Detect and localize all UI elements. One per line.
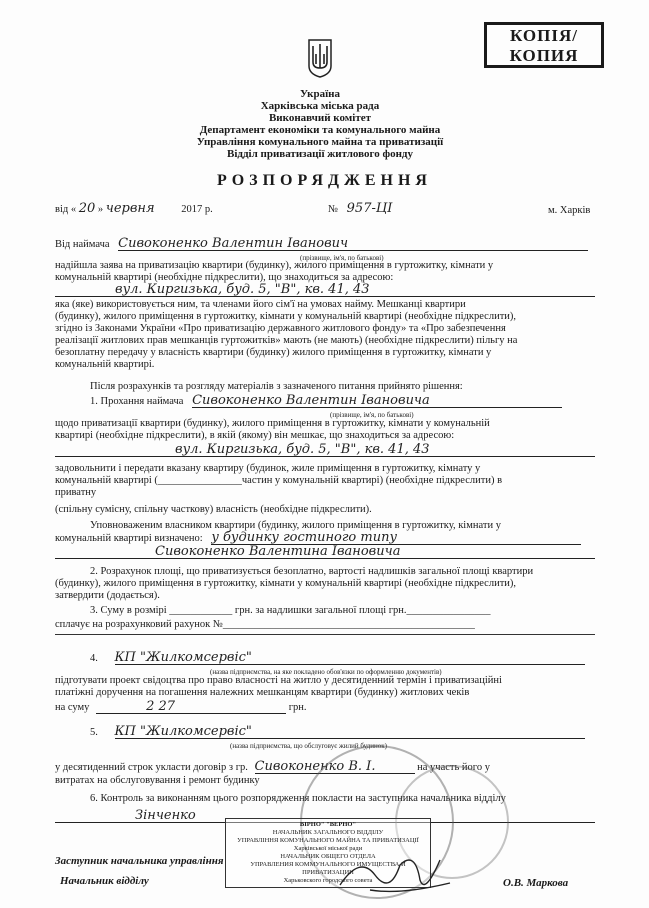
decision-intro: Після розрахунків та розгляду матеріалів з зазначеного питання прийнято рішення:	[90, 381, 463, 392]
p3-line4: 3. Суму в розмірі ____________ грн. за надлишки загальної площі грн.________________	[90, 605, 491, 616]
p4-amount-line	[55, 701, 307, 714]
p6-handwritten: Зінченко	[55, 810, 595, 823]
p5-name: Сивоконенко В. І.	[255, 761, 415, 774]
copy-stamp-line1: КОПІЯ/	[510, 26, 578, 45]
verno-line4: НАЧАЛЬНИК ОБЩЕГО ОТДЕЛА	[280, 853, 376, 860]
item1-label: 1. Прохання наймача	[90, 396, 184, 407]
tenant-name: Сивоконенко Валентин Іванович	[118, 238, 588, 251]
tenant-line	[55, 238, 588, 251]
p3-line3: затвердити (додається).	[55, 590, 160, 601]
header-country: Україна	[299, 88, 341, 100]
item4-org: КП "Жилкомсервіс"	[115, 652, 585, 665]
item5-line	[90, 726, 585, 739]
item1-name: Сивоконенко Валентин Івановича	[192, 395, 562, 408]
p4-amount-suffix: грн.	[288, 702, 307, 713]
p2-line7: комунальній квартирі (________________частин у комунальній квартирі) (необхідне підкреслити) в	[55, 475, 503, 486]
footer-head: Начальник відділу	[60, 875, 149, 887]
item4-line	[90, 652, 585, 665]
order-number-label: №	[328, 204, 339, 215]
p1-address: вул. Киргизька, буд. 5, "В", кв. 41, 43	[55, 284, 595, 297]
p3-line5: сплачує на розрахунковий рахунок №________________________________________________	[55, 619, 475, 630]
header-committee: Виконавчий комітет	[268, 112, 372, 124]
item5-caption: (назва підприємства, що обслуговує жилий будинок)	[230, 742, 387, 750]
owner-value-1: у будинку гостиного типу	[211, 532, 581, 545]
p2-line6: задовольнити і передати вказану квартиру (будинок, жиле приміщення в гуртожитку, кімнату у	[55, 463, 481, 474]
p1-line10: комунальній квартирі.	[55, 359, 155, 370]
owner-line-2	[55, 546, 595, 559]
copy-stamp	[484, 22, 604, 68]
order-number	[328, 203, 392, 216]
date-year-suffix: р.	[204, 204, 213, 215]
owner-value-2: Сивоконенко Валентина Івановича	[55, 546, 595, 559]
verno-line3: Харківської міської ради	[293, 845, 363, 852]
date-line	[55, 203, 213, 216]
signature-icon	[330, 845, 460, 900]
p6-line1: 6. Контроль за виконанням цього розпорядження покласти на заступника начальника відділу	[90, 793, 506, 804]
p2-address: вул. Киргизька, буд. 5, "В", кв. 41, 43	[55, 444, 595, 457]
p2-line4: квартирі (необхідне підкреслити), в якій (якому) він мешкає, що знаходиться за адресою:	[55, 430, 455, 441]
p2-address-line	[55, 444, 595, 457]
city: м. Харків	[548, 205, 591, 216]
item1-caption: (прізвище, ім'я, по батькові)	[330, 411, 414, 419]
p1-line2: надійшла заява на приватизацію квартири (будинку), жилого приміщення в гуртожитку, кімнати у	[55, 260, 494, 271]
p3-line1: 2. Розрахунок площі, що приватизується безоплатно, вартості надлишків загальної площі квартири	[90, 566, 534, 577]
footer-deputy: Заступник начальника управління	[55, 855, 224, 867]
p1-address-line	[55, 284, 595, 297]
owner-label: комунальній квартирі визначено:	[55, 533, 203, 544]
p4-amount: 2 27	[96, 701, 286, 714]
p1-line6: (будинку), жилого приміщення в гуртожитку, кімнати у комунальній квартирі (необхідне підкреслити),	[55, 311, 517, 322]
p4-line4: платіжні доручення на погашення належних мешканцям квартири (будинку) житлових чеків	[55, 687, 470, 698]
footer-signer: О.В. Маркова	[503, 877, 569, 889]
p1-line8: реалізації житлових прав мешканців гуртожитків» мають (не мають) (необхідне підкреслити) пільгу на	[55, 335, 518, 346]
date-month: червня	[105, 201, 155, 216]
tenant-caption: (прізвище, ім'я, по батькові)	[300, 254, 384, 262]
p3-line2: (будинку), жилого приміщення в гуртожитку, кімнати у комунальній квартирі (необхідне підкреслити),	[55, 578, 517, 589]
item5-label: 5.	[90, 727, 98, 738]
p5-prefix: у десятиденний строк укласти договір з гр.	[55, 762, 248, 773]
p4-amount-prefix: на суму	[55, 702, 90, 713]
verno-line6: Харьковского городского совета	[283, 877, 373, 884]
p2-line10: Уповноваженим власником квартири (будинку, жилого приміщення в гуртожитку, кімнати у	[90, 520, 501, 531]
p2-line8: приватну	[55, 487, 97, 498]
header-council: Харківська міська рада	[260, 100, 380, 112]
p1-line9: безоплатну передачу у власність квартири (будинку) жилого приміщення в гуртожитку, кімнати у	[55, 347, 492, 358]
verno-title: ВІРНО" "ВЕРНО"	[299, 821, 357, 828]
p1-line5: яка (яке) використовується ним, та членами його сім'ї на умовах найму. Мешканці квартири	[55, 299, 466, 310]
tenant-label: Від наймача	[55, 239, 110, 250]
copy-stamp-line2: КОПИЯ	[509, 46, 579, 65]
item4-label: 4.	[90, 653, 98, 664]
p1-line3: комунальній квартирі (необхідне підкреслити), що знаходиться за адресою:	[55, 272, 394, 283]
verno-line5: УПРАВЛЕНИЯ КОММУНАЛЬНОГО ИМУЩЕСТВА И ПРИВАТИЗАЦИИ	[250, 861, 406, 876]
item4-caption: (назва підприємства, на яке покладено обов'язки по оформленню документів)	[210, 668, 442, 676]
document-header	[120, 88, 520, 160]
p1-line7: згідно із Законами України «Про приватизацію державного житлового фонду» та «Про забезпечення	[55, 323, 506, 334]
date-day: 20	[78, 201, 96, 216]
item5-org: КП "Жилкомсервіс"	[115, 726, 585, 739]
document-title: РОЗПОРЯДЖЕННЯ	[217, 172, 432, 189]
trident-emblem-icon	[307, 38, 333, 78]
p3-blank-line	[55, 633, 595, 635]
order-number-value: 957-ЦІ	[346, 201, 393, 216]
item1-line	[90, 395, 562, 408]
date-year: 2017	[181, 204, 203, 215]
header-section: Відділ приватизації житлового фонду	[226, 148, 413, 160]
header-management: Управління комунального майна та приватизації	[196, 136, 444, 148]
verno-line2: УПРАВЛІННЯ КОМУНАЛЬНОГО МАЙНА ТА ПРИВАТИЗАЦІЇ	[237, 837, 419, 844]
p2-line3: щодо приватизації квартири (будинку), жилого приміщення в гуртожитку, кімнати у комунальній	[55, 418, 490, 429]
p5-line4: витратах на обслуговування і ремонт будинку	[55, 775, 260, 786]
date-prefix: від «	[55, 204, 77, 215]
p5-suffix: на участь його у	[417, 762, 490, 773]
p4-line3: підготувати проект свідоцтва про право власності на житло у десятиденний термін і приватизаційні	[55, 675, 502, 686]
date-mid: »	[97, 204, 104, 215]
p2-line9: (спільну сумісну, спільну часткову) власність (необхідне підкреслити).	[55, 504, 372, 515]
header-department: Департамент економіки та комунального майна	[199, 124, 441, 136]
verno-line1: НАЧАЛЬНИК ЗАГАЛЬНОГО ВІДДІЛУ	[272, 829, 384, 836]
